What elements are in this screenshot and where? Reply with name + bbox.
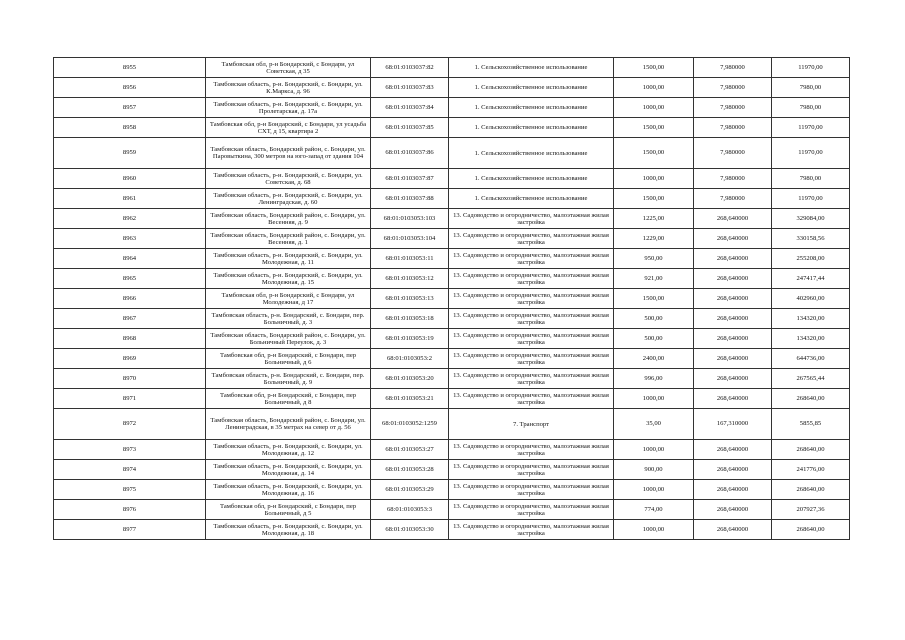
cadastral-value-table — [53, 57, 850, 540]
area-cell: 1500,00 — [614, 189, 694, 209]
land-use-cell: 13. Садоводство и огородничество, малоэтажная жилая застройка — [449, 480, 614, 500]
address-cell: Тамбовская область, Бондарский район, с. Бондари, ул. Весенняя, д. 9 — [206, 209, 371, 229]
cadastral-number-cell: 68:01:0103053:20 — [371, 369, 449, 389]
table-row — [54, 209, 850, 229]
cadastral-value-cell: 268640,00 — [772, 520, 850, 540]
cadastral-number-cell: 68:01:0103037:85 — [371, 118, 449, 138]
cadastral-number-cell: 68:01:0103053:104 — [371, 229, 449, 249]
area-cell: 900,00 — [614, 460, 694, 480]
address-cell: Тамбовская обл, р-н Бондарский, с Бондари, пер Больничный, д 5 — [206, 500, 371, 520]
area-cell: 1229,00 — [614, 229, 694, 249]
table-row — [54, 118, 850, 138]
row-number: 8976 — [54, 500, 206, 520]
land-use-cell: 13. Садоводство и огородничество, малоэтажная жилая застройка — [449, 249, 614, 269]
address-cell: Тамбовская область, р-н. Бондарский, с. Бондари, ул. Советская, д. 68 — [206, 169, 371, 189]
cadastral-value-cell: 247417,44 — [772, 269, 850, 289]
specific-value-cell: 7,980000 — [694, 58, 772, 78]
cadastral-value-cell: 7980,00 — [772, 169, 850, 189]
row-number: 8975 — [54, 480, 206, 500]
address-cell: Тамбовская обл, р-н Бондарский, с Бондари, ул Молодежная, д 17 — [206, 289, 371, 309]
specific-value-cell: 7,980000 — [694, 78, 772, 98]
row-number: 8971 — [54, 389, 206, 409]
specific-value-cell: 268,640000 — [694, 520, 772, 540]
area-cell: 1500,00 — [614, 118, 694, 138]
row-number: 8958 — [54, 118, 206, 138]
specific-value-cell: 268,640000 — [694, 209, 772, 229]
row-number: 8965 — [54, 269, 206, 289]
cadastral-number-cell: 68:01:0103053:27 — [371, 440, 449, 460]
land-use-cell: 13. Садоводство и огородничество, малоэтажная жилая застройка — [449, 349, 614, 369]
area-cell: 35,00 — [614, 409, 694, 440]
land-use-cell: 13. Садоводство и огородничество, малоэтажная жилая застройка — [449, 369, 614, 389]
land-use-cell: 13. Садоводство и огородничество, малоэтажная жилая застройка — [449, 329, 614, 349]
area-cell: 1500,00 — [614, 58, 694, 78]
cadastral-value-cell: 255208,00 — [772, 249, 850, 269]
cadastral-number-cell: 68:01:0103037:82 — [371, 58, 449, 78]
cadastral-number-cell: 68:01:0103053:11 — [371, 249, 449, 269]
specific-value-cell: 268,640000 — [694, 389, 772, 409]
cadastral-number-cell: 68:01:0103053:30 — [371, 520, 449, 540]
address-cell: Тамбовская область, р-н. Бондарский, с. Бондари, ул. Ленинградская, д. 60 — [206, 189, 371, 209]
cadastral-number-cell: 68:01:0103053:21 — [371, 389, 449, 409]
row-number: 8969 — [54, 349, 206, 369]
cadastral-number-cell: 68:01:0103053:2 — [371, 349, 449, 369]
area-cell: 950,00 — [614, 249, 694, 269]
table-row — [54, 409, 850, 440]
table-row — [54, 58, 850, 78]
cadastral-value-cell: 11970,00 — [772, 138, 850, 169]
cadastral-value-cell: 330158,56 — [772, 229, 850, 249]
row-number: 8959 — [54, 138, 206, 169]
area-cell: 500,00 — [614, 309, 694, 329]
area-cell: 2400,00 — [614, 349, 694, 369]
cadastral-number-cell: 68:01:0103053:3 — [371, 500, 449, 520]
address-cell: Тамбовская обл, р-н Бондарский, с Бондари, ул усадьба СХТ, д 15, квартира 2 — [206, 118, 371, 138]
land-use-cell: 1. Сельскохозяйственное использование — [449, 98, 614, 118]
cadastral-number-cell: 68:01:0103053:18 — [371, 309, 449, 329]
area-cell: 1500,00 — [614, 138, 694, 169]
specific-value-cell: 268,640000 — [694, 229, 772, 249]
area-cell: 921,00 — [614, 269, 694, 289]
row-number: 8967 — [54, 309, 206, 329]
row-number: 8964 — [54, 249, 206, 269]
cadastral-number-cell: 68:01:0103037:83 — [371, 78, 449, 98]
address-cell: Тамбовская обл, р-н Бондарский, с Бондари, пер Больничный, д 6 — [206, 349, 371, 369]
land-use-cell: 1. Сельскохозяйственное использование — [449, 118, 614, 138]
land-use-cell: 13. Садоводство и огородничество, малоэтажная жилая застройка — [449, 389, 614, 409]
specific-value-cell: 167,310000 — [694, 409, 772, 440]
table-row — [54, 249, 850, 269]
address-cell: Тамбовская область, р-н. Бондарский, с. Бондари, ул. Пролетарская, д. 17а — [206, 98, 371, 118]
area-cell: 1000,00 — [614, 169, 694, 189]
cadastral-value-cell: 268640,00 — [772, 440, 850, 460]
address-cell: Тамбовская область, р-н. Бондарский, с. Бондари, ул. Молодежная, д. 15 — [206, 269, 371, 289]
specific-value-cell: 268,640000 — [694, 369, 772, 389]
land-use-cell: 13. Садоводство и огородничество, малоэтажная жилая застройка — [449, 309, 614, 329]
table-row — [54, 189, 850, 209]
row-number: 8977 — [54, 520, 206, 540]
land-use-cell: 1. Сельскохозяйственное использование — [449, 58, 614, 78]
land-use-cell: 1. Сельскохозяйственное использование — [449, 189, 614, 209]
specific-value-cell: 268,640000 — [694, 329, 772, 349]
cadastral-number-cell: 68:01:0103037:84 — [371, 98, 449, 118]
area-cell: 1000,00 — [614, 480, 694, 500]
table-row — [54, 98, 850, 118]
table-row — [54, 229, 850, 249]
cadastral-value-cell: 402960,00 — [772, 289, 850, 309]
address-cell: Тамбовская область, р-н. Бондарский, с. Бондари, ул. Молодежная, д. 18 — [206, 520, 371, 540]
cadastral-number-cell: 68:01:0103037:87 — [371, 169, 449, 189]
specific-value-cell: 7,980000 — [694, 98, 772, 118]
cadastral-value-cell: 241776,00 — [772, 460, 850, 480]
land-use-cell: 13. Садоводство и огородничество, малоэтажная жилая застройка — [449, 289, 614, 309]
cadastral-value-cell: 644736,00 — [772, 349, 850, 369]
table-row — [54, 520, 850, 540]
area-cell: 1000,00 — [614, 440, 694, 460]
specific-value-cell: 268,640000 — [694, 349, 772, 369]
cadastral-value-cell: 11970,00 — [772, 58, 850, 78]
cadastral-number-cell: 68:01:0103053:13 — [371, 289, 449, 309]
address-cell: Тамбовская область, р-н. Бондарский, с. Бондари, ул. Молодежная, д. 14 — [206, 460, 371, 480]
area-cell: 996,00 — [614, 369, 694, 389]
table-row — [54, 289, 850, 309]
land-use-cell: 13. Садоводство и огородничество, малоэтажная жилая застройка — [449, 229, 614, 249]
land-use-cell: 13. Садоводство и огородничество, малоэтажная жилая застройка — [449, 269, 614, 289]
land-use-cell: 7. Транспорт — [449, 409, 614, 440]
area-cell: 500,00 — [614, 329, 694, 349]
area-cell: 1500,00 — [614, 289, 694, 309]
cadastral-value-cell: 267565,44 — [772, 369, 850, 389]
cadastral-value-cell: 134320,00 — [772, 329, 850, 349]
area-cell: 774,00 — [614, 500, 694, 520]
cadastral-number-cell: 68:01:0103053:28 — [371, 460, 449, 480]
land-use-cell: 13. Садоводство и огородничество, малоэтажная жилая застройка — [449, 520, 614, 540]
address-cell: Тамбовская область, р-н. Бондарский, с. Бондари, ул. Молодежная, д. 16 — [206, 480, 371, 500]
cadastral-value-cell: 207927,36 — [772, 500, 850, 520]
land-use-cell: 1. Сельскохозяйственное использование — [449, 138, 614, 169]
row-number: 8960 — [54, 169, 206, 189]
cadastral-value-cell: 268640,00 — [772, 389, 850, 409]
row-number: 8963 — [54, 229, 206, 249]
table-row — [54, 349, 850, 369]
cadastral-value-cell: 268640,00 — [772, 480, 850, 500]
specific-value-cell: 268,640000 — [694, 480, 772, 500]
cadastral-value-cell: 7980,00 — [772, 78, 850, 98]
cadastral-number-cell: 68:01:0103053:19 — [371, 329, 449, 349]
row-number: 8955 — [54, 58, 206, 78]
address-cell: Тамбовская область, р-н. Бондарский, с. Бондари, ул. Молодежная, д. 11 — [206, 249, 371, 269]
address-cell: Тамбовская обл, р-н Бондарский, с Бондари, ул Советская, д 35 — [206, 58, 371, 78]
address-cell: Тамбовская область, р-н. Бондарский, с. Бондари, ул. К.Маркса, д. 96 — [206, 78, 371, 98]
area-cell: 1000,00 — [614, 98, 694, 118]
address-cell: Тамбовская область, Бондарский район, с. Бондари, ул. Весенняя, д. 1 — [206, 229, 371, 249]
row-number: 8968 — [54, 329, 206, 349]
specific-value-cell: 7,980000 — [694, 118, 772, 138]
cadastral-number-cell: 68:01:0103037:88 — [371, 189, 449, 209]
cadastral-number-cell: 68:01:0103053:12 — [371, 269, 449, 289]
cadastral-value-cell: 11970,00 — [772, 118, 850, 138]
address-cell: Тамбовская обл, р-н Бондарский, с Бондари, пер Больничный, д 8 — [206, 389, 371, 409]
table-row — [54, 78, 850, 98]
table-row — [54, 389, 850, 409]
address-cell: Тамбовская область, р-н. Бондарский, с. Бондари, пер. Больничный, д. 3 — [206, 309, 371, 329]
table-row — [54, 369, 850, 389]
row-number: 8966 — [54, 289, 206, 309]
row-number: 8956 — [54, 78, 206, 98]
row-number: 8970 — [54, 369, 206, 389]
address-cell: Тамбовская область, р-н. Бондарский, с. Бондари, ул. Молодежная, д. 12 — [206, 440, 371, 460]
cadastral-value-cell: 7980,00 — [772, 98, 850, 118]
land-use-cell: 13. Садоводство и огородничество, малоэтажная жилая застройка — [449, 460, 614, 480]
specific-value-cell: 268,640000 — [694, 460, 772, 480]
cadastral-value-cell: 134320,00 — [772, 309, 850, 329]
table-body — [54, 58, 850, 540]
address-cell: Тамбовская область, Бондарский район, с. Бондари, ул. Паровыткина, 300 метров на юго-запад от здания 104 — [206, 138, 371, 169]
table-row — [54, 269, 850, 289]
area-cell: 1000,00 — [614, 389, 694, 409]
area-cell: 1000,00 — [614, 78, 694, 98]
address-cell: Тамбовская область, Бондарский район, с. Бондари, ул. Больничный Переулок, д. 3 — [206, 329, 371, 349]
row-number: 8962 — [54, 209, 206, 229]
table-row — [54, 169, 850, 189]
row-number: 8974 — [54, 460, 206, 480]
land-use-cell: 13. Садоводство и огородничество, малоэтажная жилая застройка — [449, 500, 614, 520]
cadastral-number-cell: 68:01:0103053:29 — [371, 480, 449, 500]
row-number: 8957 — [54, 98, 206, 118]
land-use-cell: 13. Садоводство и огородничество, малоэтажная жилая застройка — [449, 209, 614, 229]
area-cell: 1225,00 — [614, 209, 694, 229]
row-number: 8972 — [54, 409, 206, 440]
address-cell: Тамбовская область, р-н. Бондарский, с. Бондари, пер. Больничный, д. 9 — [206, 369, 371, 389]
specific-value-cell: 268,640000 — [694, 249, 772, 269]
cadastral-value-cell: 5855,85 — [772, 409, 850, 440]
table-row — [54, 440, 850, 460]
area-cell: 1000,00 — [614, 520, 694, 540]
cadastral-number-cell: 68:01:0103037:86 — [371, 138, 449, 169]
table-row — [54, 309, 850, 329]
cadastral-value-cell: 11970,00 — [772, 189, 850, 209]
cadastral-number-cell: 68:01:0103052:1259 — [371, 409, 449, 440]
land-use-cell: 13. Садоводство и огородничество, малоэтажная жилая застройка — [449, 440, 614, 460]
specific-value-cell: 268,640000 — [694, 500, 772, 520]
specific-value-cell: 7,980000 — [694, 189, 772, 209]
specific-value-cell: 7,980000 — [694, 138, 772, 169]
specific-value-cell: 268,640000 — [694, 289, 772, 309]
land-use-cell: 1. Сельскохозяйственное использование — [449, 78, 614, 98]
specific-value-cell: 268,640000 — [694, 269, 772, 289]
table-row — [54, 480, 850, 500]
specific-value-cell: 7,980000 — [694, 169, 772, 189]
specific-value-cell: 268,640000 — [694, 309, 772, 329]
land-use-cell: 1. Сельскохозяйственное использование — [449, 169, 614, 189]
table-row — [54, 138, 850, 169]
address-cell: Тамбовская область, Бондарский район, с. Бондари, ул. Ленинградская, в 35 метрах на север от д. 56 — [206, 409, 371, 440]
table-row — [54, 329, 850, 349]
specific-value-cell: 268,640000 — [694, 440, 772, 460]
row-number: 8961 — [54, 189, 206, 209]
row-number: 8973 — [54, 440, 206, 460]
cadastral-value-cell: 329084,00 — [772, 209, 850, 229]
table-row — [54, 460, 850, 480]
table-row — [54, 500, 850, 520]
cadastral-number-cell: 68:01:0103053:103 — [371, 209, 449, 229]
